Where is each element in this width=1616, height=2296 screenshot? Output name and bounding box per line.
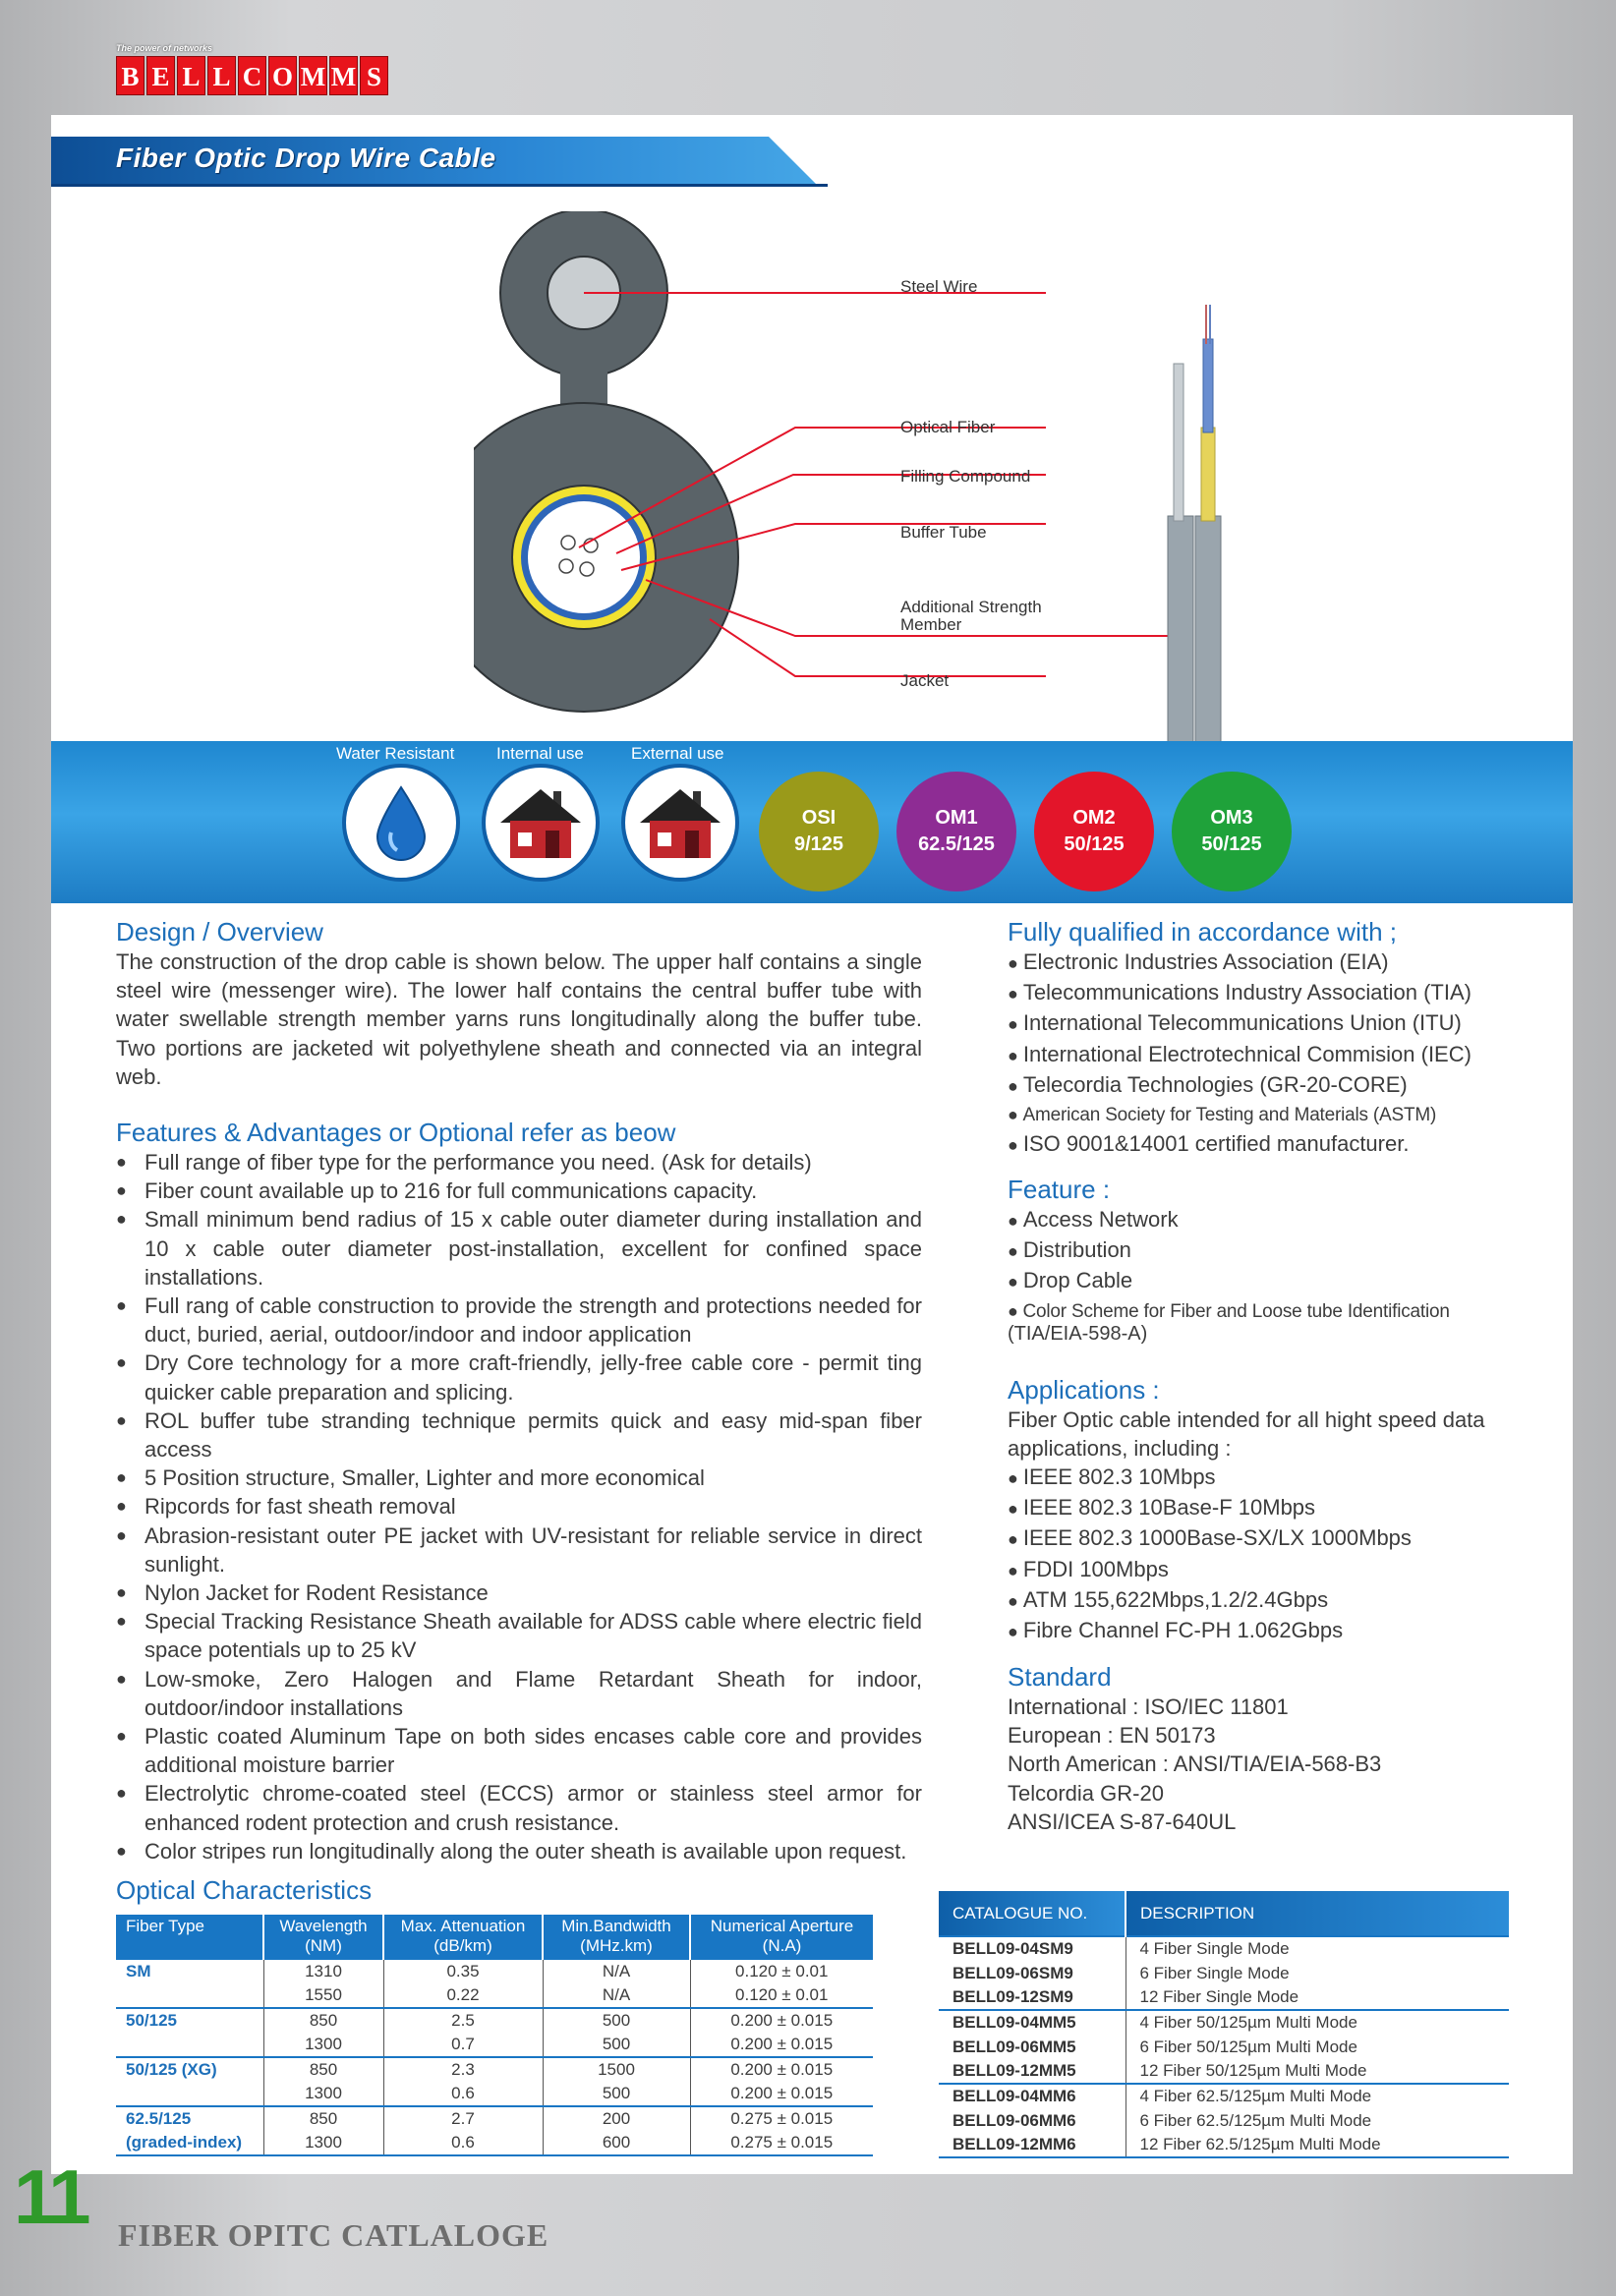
- standard-line: ANSI/ICEA S-87-640UL: [1008, 1808, 1237, 1834]
- list-item: ● Electronic Industries Association (EIA): [1008, 947, 1509, 978]
- feature-list: [1008, 1205, 1529, 1326]
- cable-3d-view: [1168, 305, 1221, 752]
- column-header: Wavelength (NM): [263, 1915, 383, 1959]
- list-item: ● FDDI 100Mbps: [1008, 1555, 1519, 1585]
- fiber-type-name: OSI: [801, 807, 837, 829]
- icon-label-water: Water Resistant: [336, 744, 455, 763]
- table-header-row: [116, 1915, 873, 1959]
- fiber-type-size: 50/125: [1201, 833, 1262, 855]
- list-item: ● Abrasion-resistant outer PE jacket with UV-resistant for reliable service in direct sunlight.: [116, 1521, 922, 1578]
- logo-letter: L: [177, 56, 205, 95]
- standard-line: International : ISO/IEC 11801: [1008, 1694, 1289, 1719]
- applications-heading: Applications :: [1008, 1375, 1160, 1405]
- standard-lines: [1008, 1693, 1381, 1836]
- filling-compound: [528, 501, 640, 613]
- banner-underline: [51, 184, 828, 187]
- water-resistant-badge: [342, 764, 460, 882]
- external-use-badge: [621, 764, 739, 882]
- list-item: ● Access Network: [1008, 1205, 1529, 1235]
- list-item: ● Low-smoke, Zero Halogen and Flame Retardant Sheath for indoor, outdoor/indoor installations: [116, 1665, 922, 1722]
- design-heading: Design / Overview: [116, 917, 323, 947]
- label-filling-compound: Filling Compound: [900, 467, 1031, 486]
- catalogue-table: [939, 1891, 1509, 2158]
- column-header: Numerical Aperture (N.A): [690, 1915, 873, 1959]
- table-row: BELL09-12MM6 12 Fiber 62.5/125µm Multi Mode: [939, 2133, 1509, 2157]
- page-number: 11: [14, 2153, 87, 2240]
- table-row: SM 1310 0.35 N/A 0.120 ± 0.01: [116, 1959, 873, 1983]
- icon-label-external: External use: [631, 744, 724, 763]
- house-icon: [636, 783, 724, 862]
- brand-logo: [116, 56, 388, 95]
- standard-line: Telcordia GR-20: [1008, 1780, 1164, 1806]
- table-row: 1300 0.7 500 0.200 ± 0.015: [116, 2033, 873, 2057]
- list-item: ● Drop Cable: [1008, 1266, 1529, 1296]
- list-item: ● Telecommunications Industry Association (TIA): [1008, 978, 1509, 1008]
- table-row: BELL09-04MM6 4 Fiber 62.5/125µm Multi Mode: [939, 2084, 1509, 2108]
- column-header: Min.Bandwidth (MHz.km): [543, 1915, 690, 1959]
- internal-use-badge: [482, 764, 600, 882]
- list-item: ● ROL buffer tube stranding technique permits quick and easy mid-span fiber access: [116, 1406, 922, 1464]
- label-jacket: Jacket: [900, 671, 950, 690]
- feature-note: (TIA/EIA-598-A): [1008, 1323, 1148, 1345]
- fiber-type-name: OM1: [935, 807, 978, 829]
- fiber-type-om1: [896, 772, 1016, 891]
- list-item: ● American Society for Testing and Materials (ASTM): [1008, 1101, 1509, 1129]
- list-item: ● International Telecommunications Union (ITU): [1008, 1008, 1509, 1039]
- logo-letter: O: [268, 56, 297, 95]
- label-steel-wire: Steel Wire: [900, 277, 978, 296]
- list-item: ● Color Scheme for Fiber and Loose tube Identification: [1008, 1297, 1529, 1326]
- fiber-type-size: 62.5/125: [918, 833, 995, 855]
- list-item: ● ATM 155,622Mbps,1.2/2.4Gbps: [1008, 1585, 1519, 1616]
- water-drop-icon: [372, 783, 431, 862]
- list-item: ● Fibre Channel FC-PH 1.062Gbps: [1008, 1616, 1519, 1646]
- icon-label-internal: Internal use: [496, 744, 584, 763]
- optical-characteristics-table: [116, 1915, 873, 2156]
- applications-intro: Fiber Optic cable intended for all hight speed data applications, including :: [1008, 1407, 1485, 1462]
- table-row: 1300 0.6 500 0.200 ± 0.015: [116, 2082, 873, 2106]
- applications-list: [1008, 1463, 1519, 1646]
- list-item: ● Full rang of cable construction to provide the strength and protections needed for duct, buried, aerial, outdoor/indoor and indoor application: [116, 1292, 922, 1349]
- brand-tagline: The power of networks: [116, 43, 213, 53]
- list-item: ● Telecordia Technologies (GR-20-CORE): [1008, 1070, 1509, 1101]
- table-row: 62.5/125 850 2.7 200 0.275 ± 0.015: [116, 2106, 873, 2131]
- standard-line: European : EN 50173: [1008, 1723, 1216, 1749]
- fiber-type-size: 9/125: [793, 833, 844, 855]
- list-item: ● IEEE 802.3 10Mbps: [1008, 1463, 1519, 1493]
- list-item: ● IEEE 802.3 1000Base-SX/LX 1000Mbps: [1008, 1523, 1519, 1554]
- qualified-heading: Fully qualified in accordance with ;: [1008, 917, 1397, 947]
- list-item: ● Ripcords for fast sheath removal: [116, 1492, 922, 1521]
- fiber-type-name: OM2: [1072, 807, 1116, 829]
- table-row: BELL09-12SM9 12 Fiber Single Mode: [939, 1985, 1509, 2010]
- house-icon: [496, 783, 585, 862]
- table-row: BELL09-06MM5 6 Fiber 50/125µm Multi Mode: [939, 2035, 1509, 2059]
- list-item: ● 5 Position structure, Smaller, Lighter and more economical: [116, 1464, 922, 1492]
- list-item: ● Electrolytic chrome-coated steel (ECCS) armor or stainless steel armor for enhanced rodent protection and crush resistance.: [116, 1779, 922, 1836]
- fiber-type-name: OM3: [1210, 807, 1253, 829]
- list-item: ● Distribution: [1008, 1235, 1529, 1266]
- feature-heading: Feature :: [1008, 1175, 1111, 1204]
- list-item: ● Dry Core technology for a more craft-friendly, jelly-free cable core - permit ting quicker cable preparation and splicing.: [116, 1349, 922, 1406]
- table-row: 50/125 850 2.5 500 0.200 ± 0.015: [116, 2008, 873, 2033]
- logo-letter: C: [238, 56, 266, 95]
- list-item: ● Fiber count available up to 216 for full communications capacity.: [116, 1177, 922, 1205]
- list-item: ● ISO 9001&14001 certified manufacturer.: [1008, 1129, 1509, 1160]
- list-item: ● Small minimum bend radius of 15 x cable outer diameter during installation and 10 x cable outer diameter post-installation, excellent for confined space installations.: [116, 1205, 922, 1292]
- table-row: 1550 0.22 N/A 0.120 ± 0.01: [116, 1983, 873, 2008]
- table-row: 50/125 (XG) 850 2.3 1500 0.200 ± 0.015: [116, 2057, 873, 2082]
- label-buffer-tube: Buffer Tube: [900, 523, 987, 542]
- table-header-row: [939, 1891, 1509, 1936]
- logo-letter: S: [360, 56, 388, 95]
- fiber-type-om3: [1172, 772, 1292, 891]
- page-title: Fiber Optic Drop Wire Cable: [116, 143, 496, 173]
- standard-heading: Standard: [1008, 1662, 1112, 1692]
- logo-letter: L: [207, 56, 236, 95]
- table-row: BELL09-12MM5 12 Fiber 50/125µm Multi Mode: [939, 2059, 1509, 2084]
- standard-line: North American : ANSI/TIA/EIA-568-B3: [1008, 1751, 1382, 1777]
- design-text: The construction of the drop cable is shown below. The upper half contains a single steel wire (messenger wire). The lower half contains the central buffer tube with water swellable strength member yarns runs longitudinally along the buffer tube. Two portions are jacketed wit polyethylene sheath and connected via an integral web.: [116, 949, 922, 1089]
- column-header: Max. Attenuation (dB/km): [383, 1915, 543, 1959]
- label-strength-member: Additional Strength Member: [900, 598, 1042, 634]
- logo-letter: E: [146, 56, 175, 95]
- fiber-type-om2: [1034, 772, 1154, 891]
- list-item: ● Nylon Jacket for Rodent Resistance: [116, 1578, 922, 1607]
- optical-heading: Optical Characteristics: [116, 1875, 373, 1905]
- list-item: ● Special Tracking Resistance Sheath available for ADSS cable where electric field space potentials up to 25 kV: [116, 1607, 922, 1664]
- logo-letter: B: [116, 56, 144, 95]
- fiber-type-size: 50/125: [1064, 833, 1125, 855]
- table-row: BELL09-06MM6 6 Fiber 62.5/125µm Multi Mode: [939, 2108, 1509, 2133]
- list-item: ● IEEE 802.3 10Base-F 10Mbps: [1008, 1493, 1519, 1523]
- footer-title: FIBER OPITC CATLALOGE: [118, 2217, 549, 2253]
- list-item: ● International Electrotechnical Commision (IEC): [1008, 1040, 1509, 1070]
- table-row: BELL09-06SM9 6 Fiber Single Mode: [939, 1961, 1509, 1985]
- list-item: ● Plastic coated Aluminum Tape on both sides encases cable core and provides additional moisture barrier: [116, 1722, 922, 1779]
- logo-letter: M: [299, 56, 327, 95]
- qualified-list: [1008, 947, 1509, 1160]
- table-row: BELL09-04MM5 4 Fiber 50/125µm Multi Mode: [939, 2010, 1509, 2035]
- features-advantages-heading: Features & Advantages or Optional refer as beow: [116, 1118, 676, 1147]
- logo-letter: M: [329, 56, 358, 95]
- column-header: Fiber Type: [116, 1915, 263, 1959]
- label-optical-fiber: Optical Fiber: [900, 418, 996, 436]
- fiber-type-osi: [759, 772, 879, 891]
- list-item: ● Color stripes run longitudinally along the outer sheath is available upon request.: [116, 1837, 922, 1866]
- table-row: BELL09-04SM9 4 Fiber Single Mode: [939, 1936, 1509, 1961]
- column-header: DESCRIPTION: [1125, 1891, 1509, 1936]
- column-header: CATALOGUE NO.: [939, 1891, 1125, 1936]
- content-panel: [51, 115, 1573, 2174]
- features-advantages-list: [116, 1148, 922, 1866]
- list-item: ● Full range of fiber type for the performance you need. (Ask for details): [116, 1148, 922, 1177]
- table-row: (graded-index) 1300 0.6 600 0.275 ± 0.015: [116, 2131, 873, 2155]
